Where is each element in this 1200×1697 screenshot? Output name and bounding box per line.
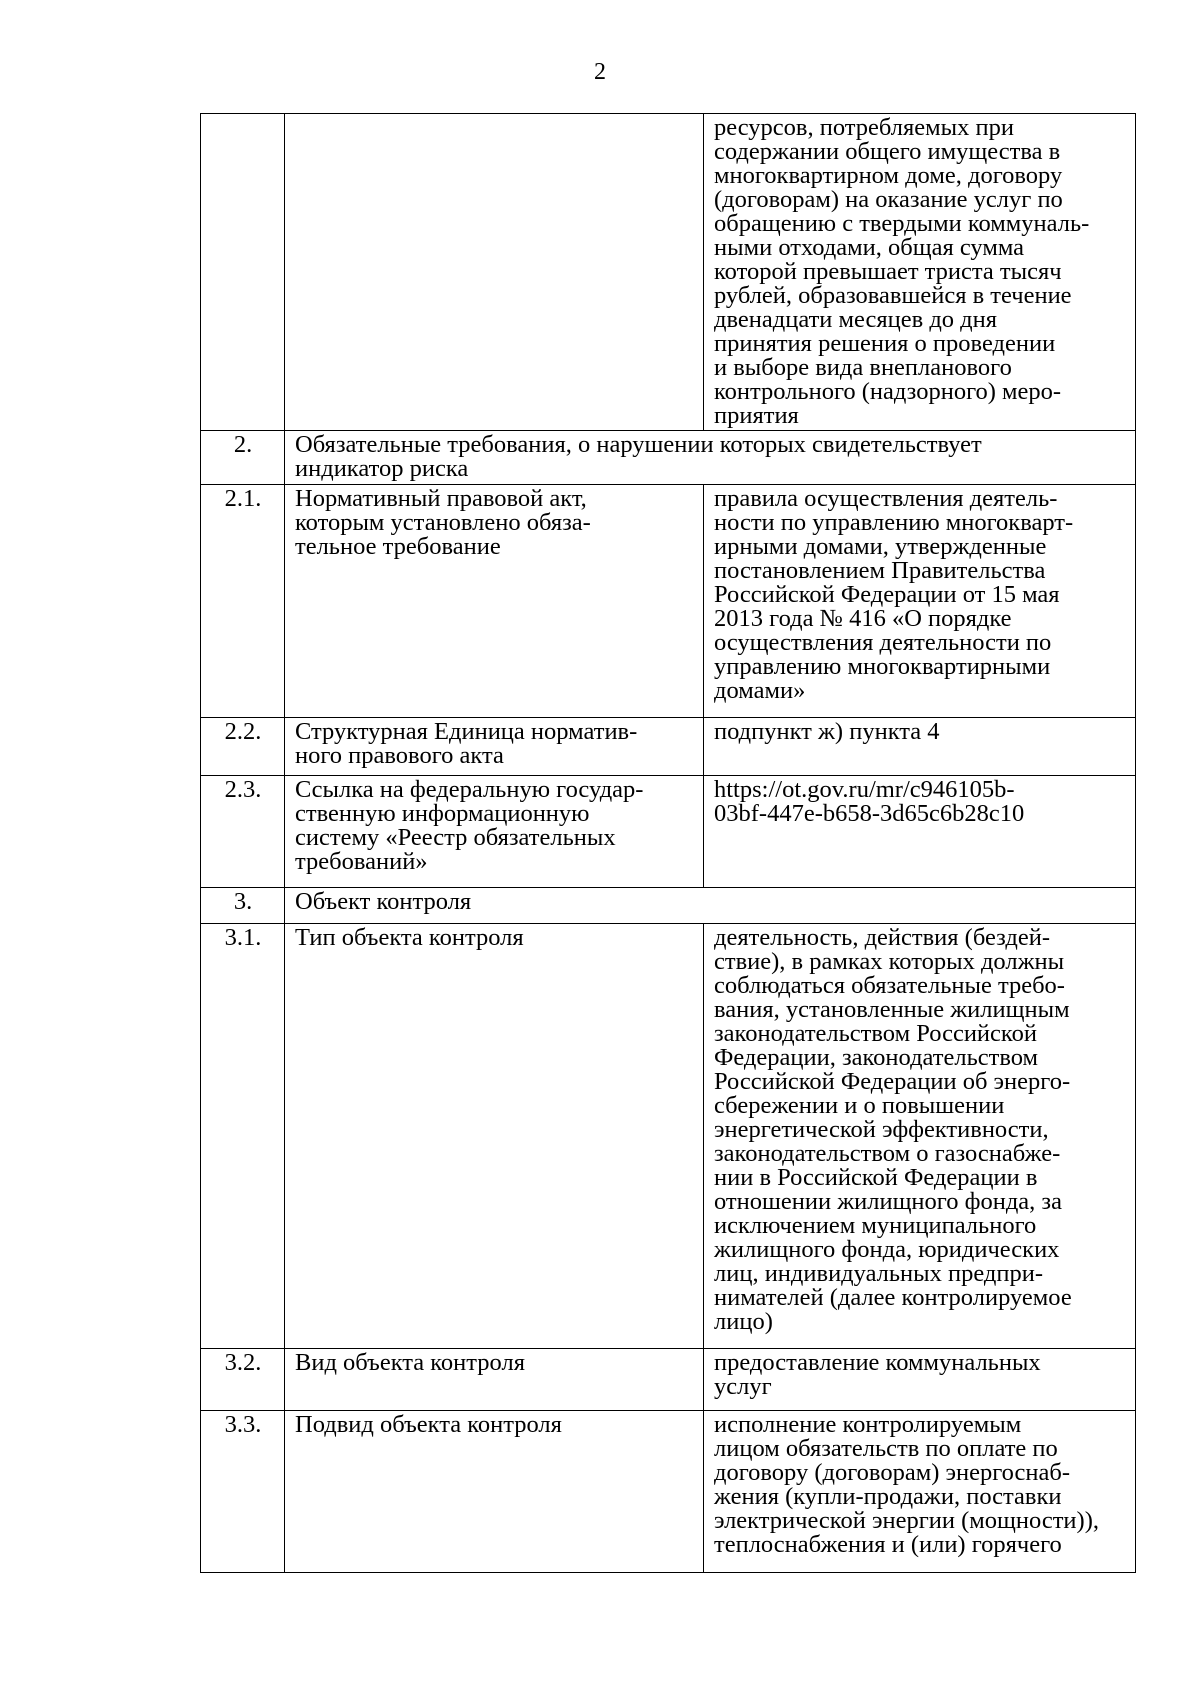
row-number: 3.3. xyxy=(201,1411,285,1573)
table-row xyxy=(201,485,1136,718)
row-number: 3.2. xyxy=(201,1349,285,1411)
section-title: Обязательные требования, о нарушении которых свидетельствует индикатор риска xyxy=(285,431,1136,485)
row-label: Структурная Единица норматив- ного правового акта xyxy=(285,718,704,776)
page-number: 2 xyxy=(594,59,606,85)
table-row xyxy=(201,776,1136,888)
row-number: 2.2. xyxy=(201,718,285,776)
row-value: деятельность, действия (бездей- ствие), в рамках которых должны соблюдаться обязательные требо- вания, установленные жилищным законодательством Российской Федерации, законодательством Российской Федерации об энерго- сбережении и о повышении энергетической эффективности, законодательством о газоснабже- нии в Российской Федерации в отношении жилищного фонда, за исключением муниципального жилищного фонда, юридических лиц, индивидуальных предпри- нимателей (далее контролируемое лицо) xyxy=(704,924,1136,1349)
row-number: 2.3. xyxy=(201,776,285,888)
row-value: ресурсов, потребляемых при содержании общего имущества в многоквартирном доме, договору (договорам) на оказание услуг по обращению с твердыми коммуналь- ными отходами, общая сумма которой превышает триста тысяч рублей, образовавшейся в течение двенадцати месяцев до дня принятия решения о проведении и выборе вида внепланового контрольного (надзорного) меро- приятия xyxy=(704,114,1136,431)
row-value: предоставление коммунальных услуг xyxy=(704,1349,1136,1411)
row-label: Подвид объекта контроля xyxy=(285,1411,704,1573)
indicator-table xyxy=(200,113,1136,1573)
row-number: 3.1. xyxy=(201,924,285,1349)
row-value: исполнение контролируемым лицом обязательств по оплате по договору (договорам) энергоснаб- жения (купли-продажи, поставки электрической энергии (мощности)), теплоснабжения и (или) горячего xyxy=(704,1411,1136,1573)
section-row xyxy=(201,431,1136,485)
row-value: правила осуществления деятель- ности по управлению многокварт- ирными домами, утвержденные постановлением Правительства Российской Федерации от 15 мая 2013 года № 416 «О порядке осуществления деятельности по управлению многоквартирными домами» xyxy=(704,485,1136,718)
table-row xyxy=(201,1411,1136,1573)
section-row xyxy=(201,888,1136,924)
table-row xyxy=(201,924,1136,1349)
section-title: Объект контроля xyxy=(285,888,1136,924)
table-row xyxy=(201,114,1136,431)
row-label: Вид объекта контроля xyxy=(285,1349,704,1411)
section-number: 2. xyxy=(201,431,285,485)
row-label: Ссылка на федеральную государ- ственную информационную систему «Реестр обязательных требований» xyxy=(285,776,704,888)
row-number xyxy=(201,114,285,431)
row-label xyxy=(285,114,704,431)
row-label: Нормативный правовой акт, которым установлено обяза- тельное требование xyxy=(285,485,704,718)
table-row xyxy=(201,1349,1136,1411)
table-row xyxy=(201,718,1136,776)
row-label: Тип объекта контроля xyxy=(285,924,704,1349)
row-value: https://ot.gov.ru/mr/c946105b- 03bf-447e-b658-3d65c6b28c10 xyxy=(704,776,1136,888)
section-number: 3. xyxy=(201,888,285,924)
row-value: подпункт ж) пункта 4 xyxy=(704,718,1136,776)
row-number: 2.1. xyxy=(201,485,285,718)
